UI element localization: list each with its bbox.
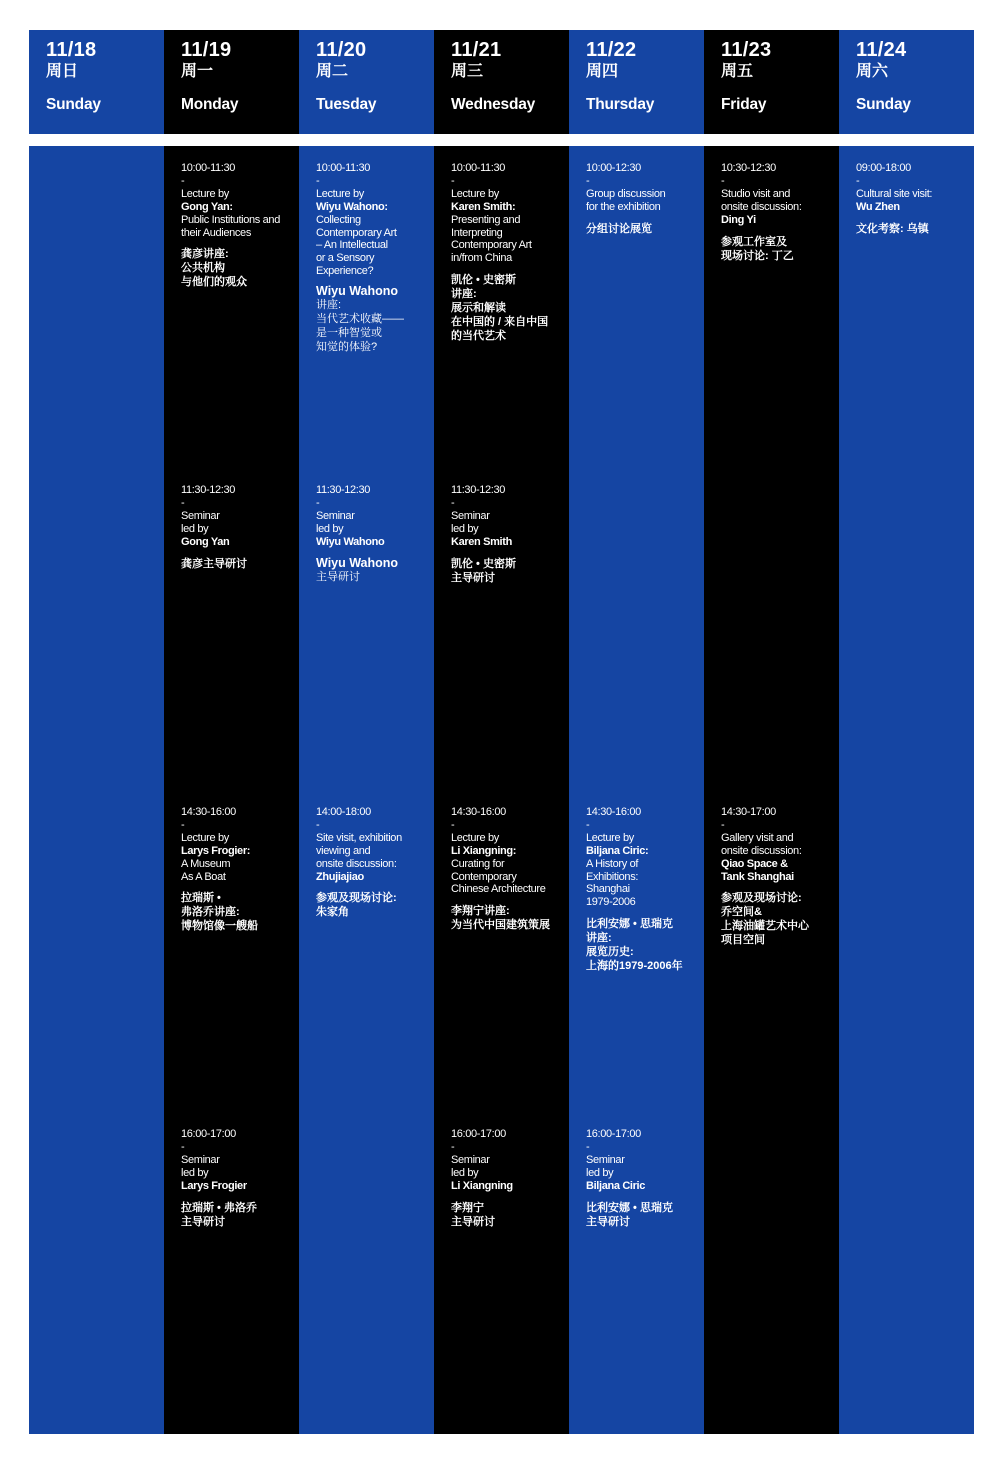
event-time: 10:30-12:30 <box>721 162 776 174</box>
day-column-1120 <box>299 146 434 1434</box>
event-speaker: Biljana Ciric <box>586 1179 646 1192</box>
event-block <box>586 1128 702 1229</box>
event-time: 14:00-18:00 <box>316 806 371 818</box>
event-block <box>721 162 837 263</box>
event-topic: Presenting and Interpreting Contemporary Art in/from China <box>451 213 532 264</box>
event-block <box>451 162 567 343</box>
event-block <box>721 806 837 947</box>
event-topic: Collecting Contemporary Art – An Intellectual or a Sensory Experience? <box>316 213 397 277</box>
day-weekday-en: Thursday <box>586 96 655 113</box>
day-weekday-cn: 周四 <box>586 63 619 80</box>
day-weekday-cn: 周二 <box>316 63 349 80</box>
event-dash: - <box>721 174 725 187</box>
day-weekday-en: Tuesday <box>316 96 377 113</box>
event-intro: Seminar led by <box>451 510 490 536</box>
day-header-1122 <box>569 30 704 134</box>
event-speaker: Gong Yan <box>181 535 230 548</box>
event-dash: - <box>181 174 185 187</box>
event-dash: - <box>316 496 320 509</box>
event-block <box>316 484 432 584</box>
event-location: Zhujiajiao <box>316 870 364 883</box>
day-header-1121 <box>434 30 569 134</box>
event-time: 11:30-12:30 <box>451 484 506 496</box>
event-intro: Seminar led by <box>316 510 355 536</box>
event-location: Wu Zhen <box>856 201 900 214</box>
day-weekday-en: Monday <box>181 96 239 113</box>
event-description <box>721 188 837 226</box>
event-dash: - <box>316 818 320 831</box>
day-weekday-en: Sunday <box>46 96 101 113</box>
event-time: 09:00-18:00 <box>856 162 911 174</box>
event-chinese-text: 拉瑞斯 • 弗洛乔 主导研讨 <box>181 1201 257 1228</box>
event-intro: Lecture by <box>451 832 499 845</box>
day-weekday-cn: 周日 <box>46 63 79 80</box>
event-chinese-text: 凯伦 • 史密斯 主导研讨 <box>451 557 516 584</box>
event-intro: Seminar led by <box>586 1154 625 1180</box>
event-time: 10:00-11:30 <box>181 162 236 174</box>
event-description <box>451 832 567 896</box>
day-weekday-cn: 周六 <box>856 63 889 80</box>
event-block <box>451 484 567 585</box>
event-dash: - <box>451 174 455 187</box>
event-speaker: Larys Frogier <box>181 1179 247 1192</box>
event-time: 10:00-11:30 <box>316 162 371 174</box>
event-description <box>181 510 297 548</box>
event-dash: - <box>586 174 590 187</box>
event-description <box>586 188 702 213</box>
day-column-1124 <box>839 146 974 1434</box>
event-topic: A History of Exhibitions: Shanghai 1979-2006 <box>586 857 639 908</box>
event-chinese-text: 比利安娜 • 思瑞克 主导研讨 <box>586 1201 673 1228</box>
day-column-1121 <box>434 146 569 1434</box>
event-description <box>181 832 297 883</box>
event-speaker: Larys Frogier: <box>181 845 251 858</box>
event-chinese-text: 主导研讨 <box>316 570 360 583</box>
event-speaker: Li Xiangning: <box>451 845 517 858</box>
day-date: 11/18 <box>46 39 97 61</box>
event-dash: - <box>721 818 725 831</box>
day-date: 11/21 <box>451 39 502 61</box>
event-dash: - <box>451 496 455 509</box>
event-description <box>451 510 567 548</box>
event-chinese-text: 龚彦主导研讨 <box>181 557 247 570</box>
day-weekday-en: Wednesday <box>451 96 536 113</box>
event-time: 16:00-17:00 <box>181 1128 236 1140</box>
event-speaker: Gong Yan: <box>181 201 233 214</box>
event-speaker: Ding Yi <box>721 213 756 226</box>
event-description <box>451 1154 567 1192</box>
event-block <box>181 1128 297 1229</box>
event-block <box>181 806 297 933</box>
event-time: 10:00-11:30 <box>451 162 506 174</box>
event-block <box>181 484 297 571</box>
day-weekday-cn: 周五 <box>721 63 754 80</box>
event-intro: Seminar led by <box>181 510 220 536</box>
event-chinese-text: 龚彦讲座: 公共机构 与他们的观众 <box>181 248 247 289</box>
event-description <box>586 1154 702 1192</box>
event-intro: Lecture by <box>586 832 634 845</box>
event-topic: Curating for Contemporary Chinese Architecture <box>451 857 546 896</box>
event-block <box>586 806 702 973</box>
event-description <box>316 832 432 883</box>
event-description <box>721 832 837 883</box>
event-intro: Cultural site visit: <box>856 188 933 201</box>
event-topic: Public Institutions and their Audiences <box>181 213 280 239</box>
event-block <box>451 806 567 932</box>
day-weekday-en: Sunday <box>856 96 911 113</box>
event-speaker: Karen Smith: <box>451 201 516 214</box>
event-speaker: Wiyu Wahono: <box>316 201 388 214</box>
event-dash: - <box>451 818 455 831</box>
day-date: 11/20 <box>316 39 367 61</box>
event-description <box>316 510 432 548</box>
day-header-1120 <box>299 30 434 134</box>
event-intro: Lecture by <box>181 832 229 845</box>
event-dash: - <box>856 174 860 187</box>
day-date: 11/19 <box>181 39 232 61</box>
event-description <box>316 188 432 277</box>
event-time: 16:00-17:00 <box>451 1128 506 1140</box>
event-speaker-heading: Wiyu Wahono <box>316 284 399 299</box>
event-chinese-text: 李翔宁 主导研讨 <box>451 1201 495 1228</box>
event-time: 14:30-16:00 <box>451 806 506 818</box>
day-weekday-cn: 周一 <box>181 63 214 80</box>
event-time: 10:00-12:30 <box>586 162 641 174</box>
event-block <box>586 162 702 236</box>
event-intro: Lecture by <box>181 188 229 201</box>
event-dash: - <box>451 1140 455 1153</box>
event-intro: Site visit, exhibition viewing and onsite discussion: <box>316 832 402 870</box>
event-block <box>181 162 297 289</box>
event-intro: Seminar led by <box>451 1154 490 1180</box>
day-date: 11/22 <box>586 39 637 61</box>
event-speaker: Li Xiangning <box>451 1179 513 1192</box>
event-block <box>451 1128 567 1229</box>
event-block <box>316 806 432 919</box>
event-time: 11:30-12:30 <box>316 484 371 496</box>
day-column-1119 <box>164 146 299 1434</box>
event-description <box>856 188 972 213</box>
day-header-1118 <box>29 30 164 134</box>
event-description <box>586 832 702 908</box>
event-chinese-text: 讲座: 当代艺术收藏—— 是一种智觉或 知觉的体验? <box>316 299 404 354</box>
event-intro: Seminar led by <box>181 1154 220 1180</box>
event-chinese-text: 拉瑞斯 • 弗洛乔讲座: 博物馆像一艘船 <box>181 892 258 933</box>
event-speaker: Biljana Ciric: <box>586 845 649 858</box>
day-column-1118 <box>29 146 164 1434</box>
event-time: 16:00-17:00 <box>586 1128 641 1140</box>
event-dash: - <box>181 1140 185 1153</box>
day-column-1123 <box>704 146 839 1434</box>
event-time: 11:30-12:30 <box>181 484 236 496</box>
event-intro: Lecture by <box>451 188 499 201</box>
event-chinese-text: 参观工作室及 现场讨论: 丁乙 <box>721 235 794 262</box>
event-dash: - <box>181 496 185 509</box>
event-time: 14:30-16:00 <box>181 806 236 818</box>
day-column-1122 <box>569 146 704 1434</box>
day-header-1119 <box>164 30 299 134</box>
day-header-1124 <box>839 30 974 134</box>
event-chinese-text: 凯伦 • 史密斯 讲座: 展示和解读 在中国的 / 来自中国 的当代艺术 <box>451 273 549 342</box>
event-intro: Studio visit and onsite discussion: <box>721 188 802 214</box>
event-description <box>451 188 567 264</box>
day-weekday-cn: 周三 <box>451 63 484 80</box>
event-chinese-text: 文化考察: 乌镇 <box>856 222 929 235</box>
event-dash: - <box>316 174 320 187</box>
event-description <box>181 1154 297 1192</box>
event-chinese-text: 参观及现场讨论: 乔空间& 上海油罐艺术中心 项目空间 <box>721 892 809 947</box>
event-chinese-text: 分组讨论展览 <box>586 222 652 235</box>
day-date: 11/23 <box>721 39 772 61</box>
event-dash: - <box>181 818 185 831</box>
event-topic: A Museum As A Boat <box>181 857 231 883</box>
event-intro: Lecture by <box>316 188 364 201</box>
event-speaker-heading: Wiyu Wahono <box>316 555 399 570</box>
event-speaker: Wiyu Wahono <box>316 535 385 548</box>
event-block <box>316 162 432 354</box>
event-speaker: Karen Smith <box>451 535 512 548</box>
event-chinese-text: 参观及现场讨论: 朱家角 <box>316 892 397 919</box>
event-location: Qiao Space & Tank Shanghai <box>721 857 794 883</box>
event-intro: Gallery visit and onsite discussion: <box>721 832 802 858</box>
event-description <box>181 188 297 239</box>
day-header-1123 <box>704 30 839 134</box>
day-weekday-en: Friday <box>721 96 767 113</box>
event-time: 14:30-17:00 <box>721 806 776 818</box>
event-chinese-text: 比利安娜 • 思瑞克 讲座: 展览历史: 上海的1979-2006年 <box>586 917 683 972</box>
day-date: 11/24 <box>856 39 907 61</box>
event-chinese-text: 李翔宁讲座: 为当代中国建筑策展 <box>451 904 550 931</box>
event-dash: - <box>586 818 590 831</box>
event-dash: - <box>586 1140 590 1153</box>
event-block <box>856 162 972 236</box>
event-intro: Group discussion for the exhibition <box>586 188 666 214</box>
event-time: 14:30-16:00 <box>586 806 641 818</box>
